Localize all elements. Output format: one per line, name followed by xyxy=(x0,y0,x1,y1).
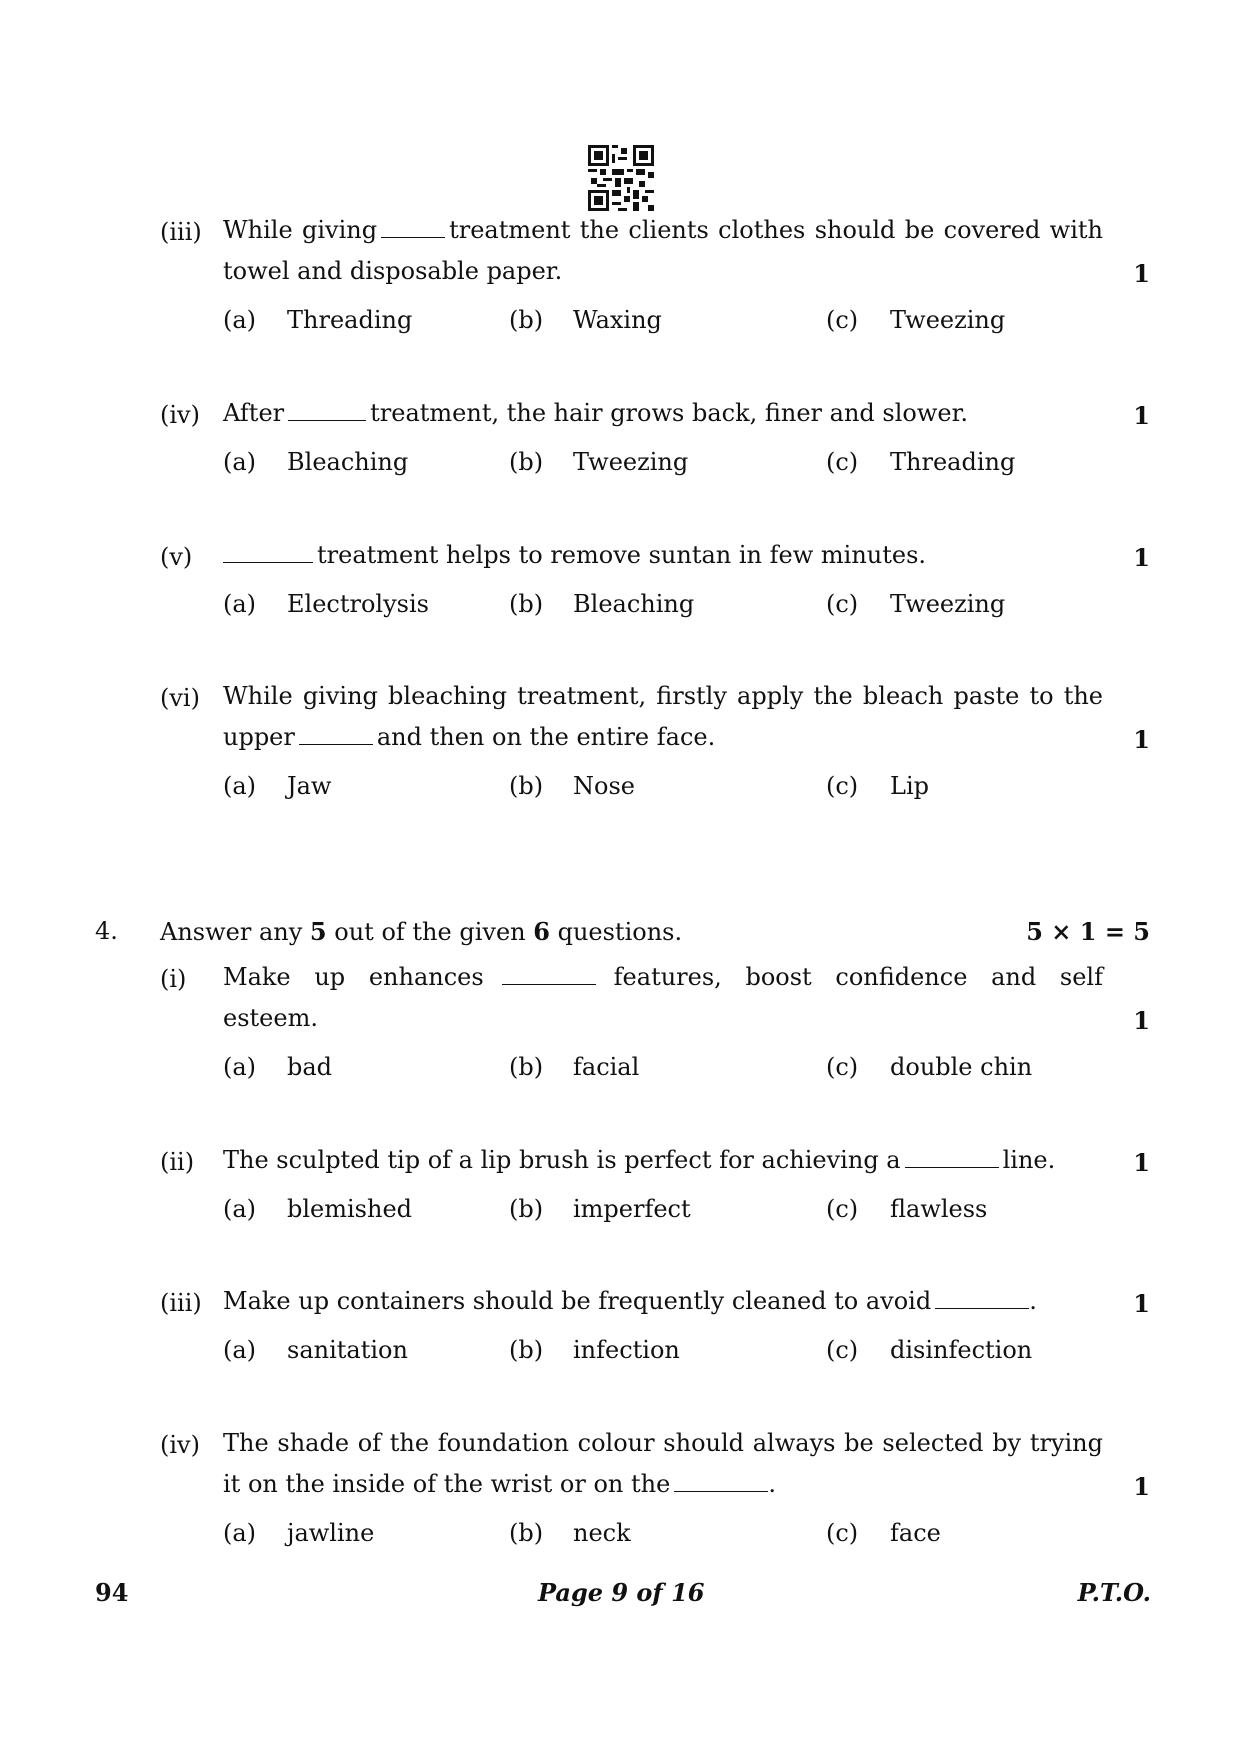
question-number: (i) xyxy=(160,965,187,993)
question-marks: 1 xyxy=(1133,1289,1150,1318)
answer-blank xyxy=(288,400,366,421)
options-row: (a) Bleaching (b) Tweezing (c) Threading xyxy=(223,448,1016,476)
question-text: After treatment, the hair grows back, finer and slower. xyxy=(223,399,969,427)
question-marks: 1 xyxy=(1133,725,1150,754)
question-number: (iii) xyxy=(160,1289,202,1317)
answer-blank xyxy=(935,1288,1029,1309)
question-text: While giving treatment the clients clothes should be covered with towel and disposable paper. xyxy=(223,216,1103,285)
question-number: (iv) xyxy=(160,401,200,429)
question-number: (ii) xyxy=(160,1148,195,1176)
question-marks: 1 xyxy=(1133,543,1150,572)
paper-code: 94 xyxy=(95,1578,129,1607)
question-marks: 1 xyxy=(1133,1148,1150,1177)
options-row: (a) blemished (b) imperfect (c) flawless xyxy=(223,1195,988,1223)
options-row: (a) Threading (b) Waxing (c) Tweezing xyxy=(223,306,1006,334)
question-number: 4. xyxy=(95,917,118,945)
answer-blank xyxy=(674,1471,768,1492)
question-marks: 1 xyxy=(1133,259,1150,288)
question-text: treatment helps to remove suntan in few minutes. xyxy=(223,535,1103,576)
qr-code-icon xyxy=(588,145,654,211)
options-row: (a) bad (b) facial (c) double chin xyxy=(223,1053,1033,1081)
options-row: (a) Jaw (b) Nose (c) Lip xyxy=(223,772,929,800)
question-marks: 1 xyxy=(1133,1006,1150,1035)
question-marks: 1 xyxy=(1133,401,1150,430)
question-text: The sculpted tip of a lip brush is perfect for achieving a line. xyxy=(223,1146,1056,1174)
question-text: The shade of the foundation colour should always be selected by trying it on the inside of the wrist or on the . xyxy=(223,1429,1103,1498)
question-text: Make up containers should be frequently cleaned to avoid . xyxy=(223,1287,1037,1315)
page-number: Page 9 of 16 xyxy=(538,1578,705,1607)
options-row: (a) Electrolysis (b) Bleaching (c) Tweezing xyxy=(223,590,1006,618)
question-text: While giving bleaching treatment, firstly apply the bleach paste to the upper and then on the entire face. xyxy=(223,682,1103,751)
answer-blank xyxy=(905,1147,999,1168)
question-number: (iii) xyxy=(160,218,202,246)
question-marks: 1 xyxy=(1133,1472,1150,1501)
question-number: (v) xyxy=(160,543,193,571)
answer-blank xyxy=(502,964,596,985)
pto-label: P.T.O. xyxy=(1077,1578,1151,1607)
answer-blank xyxy=(223,542,313,563)
question-number: (iv) xyxy=(160,1431,200,1459)
options-row: (a) jawline (b) neck (c) face xyxy=(223,1519,941,1547)
answer-blank xyxy=(299,724,373,745)
question-instruction: Answer any 5 out of the given 6 questions. xyxy=(160,917,683,946)
options-row: (a) sanitation (b) infection (c) disinfection xyxy=(223,1336,1033,1364)
answer-blank xyxy=(381,217,445,238)
question-text: Make up enhances features, boost confidence and self esteem. xyxy=(223,963,1103,1032)
question-total-marks: 5 × 1 = 5 xyxy=(1026,917,1150,946)
question-number: (vi) xyxy=(160,684,200,712)
